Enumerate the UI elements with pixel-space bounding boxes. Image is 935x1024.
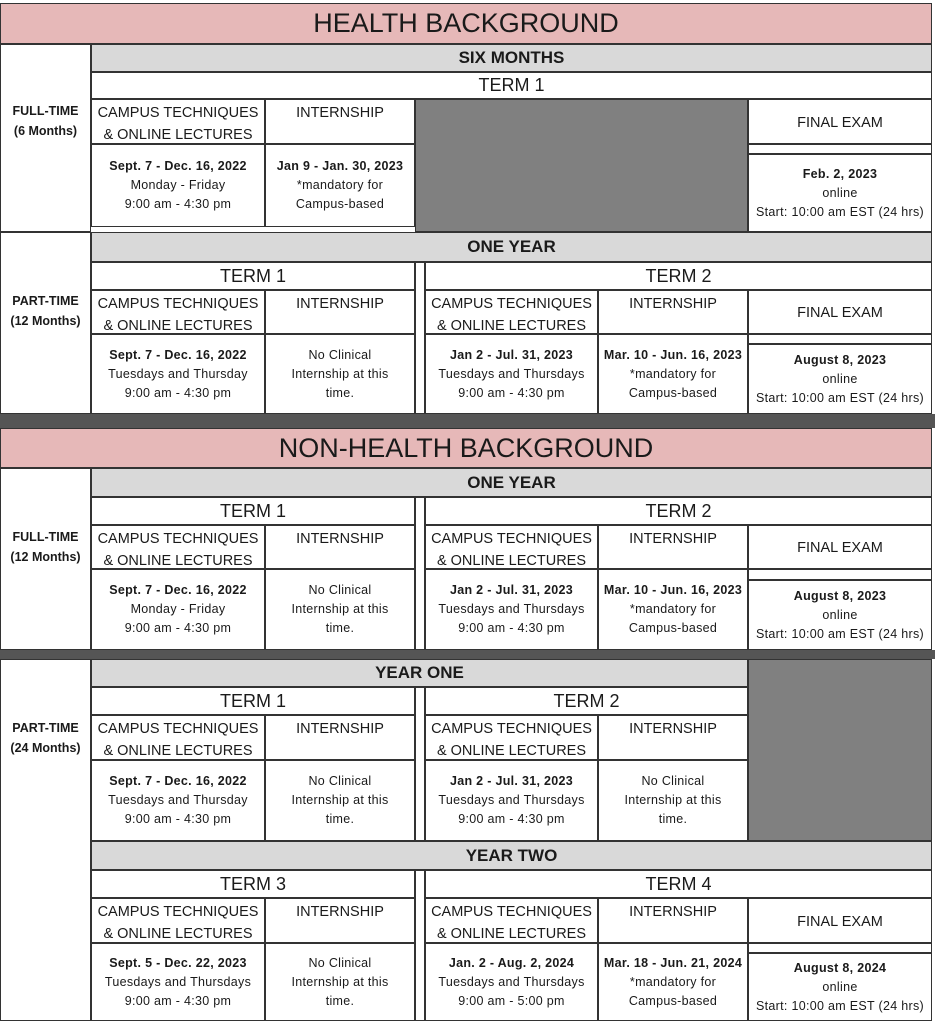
non-health-background-title: NON-HEALTH BACKGROUND (0, 428, 932, 468)
campus-header: CAMPUS TECHNIQUES & ONLINE LECTURES (91, 715, 265, 760)
term-header: TERM 1 (91, 687, 415, 715)
term-header: TERM 1 (91, 262, 415, 290)
exam-start: Start: 10:00 am EST (24 hrs) (756, 204, 924, 219)
dates: Mar. 10 - Jun. 16, 2023 (603, 347, 743, 362)
year-one-header: YEAR ONE (91, 659, 748, 687)
internship-header: INTERNSHIP (265, 898, 415, 943)
duration-header: ONE YEAR (91, 232, 932, 262)
program-length: (12 Months) (10, 314, 81, 328)
term-divider (415, 870, 425, 1021)
note: *mandatory for (629, 974, 717, 989)
days: Tuesdays and Thursdays (438, 602, 585, 616)
days: Tuesdays and Thursdays (438, 974, 585, 989)
term-header: TERM 2 (425, 262, 932, 290)
exam-start: Start: 10:00 am EST (24 hrs) (756, 998, 924, 1013)
note: time. (325, 621, 355, 635)
days: Tuesdays and Thursday (108, 793, 248, 807)
year-two-header: YEAR TWO (91, 841, 932, 870)
program-type: FULL-TIME (12, 104, 79, 118)
note: Campus-based (295, 197, 385, 211)
internship-schedule (265, 569, 415, 650)
health-part-time-label (0, 232, 91, 414)
dates: Mar. 10 - Jun. 16, 2023 (603, 583, 743, 597)
campus-schedule (425, 569, 598, 650)
note: Internship at this (291, 974, 389, 989)
program-length: (24 Months) (10, 741, 81, 755)
dates: Jan 2 - Jul. 31, 2023 (449, 347, 574, 362)
time: 9:00 am - 4:30 pm (124, 993, 232, 1008)
internship-header: INTERNSHIP (265, 525, 415, 569)
dates: Jan 9 - Jan. 30, 2023 (276, 159, 404, 173)
term-divider (415, 687, 425, 841)
term-header: TERM 1 (91, 497, 415, 525)
dates: Sept. 7 - Dec. 16, 2022 (109, 347, 247, 362)
final-exam-header: FINAL EXAM (748, 290, 932, 334)
campus-schedule (91, 334, 265, 414)
program-type: PART-TIME (12, 294, 79, 308)
program-type: FULL-TIME (12, 530, 79, 544)
note: time. (325, 812, 355, 826)
exam-date: August 8, 2024 (793, 960, 887, 975)
time: 9:00 am - 4:30 pm (124, 385, 232, 400)
note: No Clinical (308, 774, 372, 788)
note: Internship at this (291, 602, 389, 616)
campus-schedule (425, 760, 598, 841)
time: 9:00 am - 4:30 pm (124, 812, 232, 826)
spacer (748, 334, 932, 344)
time: 9:00 am - 4:30 pm (458, 812, 565, 826)
campus-header: CAMPUS TECHNIQUES & ONLINE LECTURES (425, 715, 598, 760)
term-header: TERM 4 (425, 870, 932, 898)
empty-grey-cell (415, 99, 748, 232)
non-health-full-time-label (0, 468, 91, 650)
exam-date: Feb. 2, 2023 (802, 166, 878, 181)
campus-header: CAMPUS TECHNIQUES & ONLINE LECTURES (91, 898, 265, 943)
duration-header: SIX MONTHS (91, 44, 932, 72)
dates: Jan 2 - Jul. 31, 2023 (449, 774, 574, 788)
note: Internship at this (624, 793, 722, 807)
dates: Sept. 7 - Dec. 16, 2022 (109, 159, 247, 173)
internship-header: INTERNSHIP (265, 99, 415, 144)
campus-header: CAMPUS TECHNIQUES & ONLINE LECTURES (425, 290, 598, 334)
days: Tuesdays and Thursdays (438, 366, 585, 381)
internship-header: INTERNSHIP (598, 715, 748, 760)
program-length: (12 Months) (10, 550, 81, 564)
dates: Sept. 5 - Dec. 22, 2023 (109, 955, 247, 970)
note: *mandatory for (629, 366, 717, 381)
exam-mode: online (822, 371, 858, 386)
term-divider (415, 497, 425, 650)
row-divider (0, 650, 935, 659)
note: *mandatory for (629, 602, 717, 616)
program-length: (6 Months) (13, 124, 78, 138)
days: Tuesdays and Thursdays (104, 974, 252, 989)
note: Campus-based (628, 621, 718, 635)
note: time. (658, 812, 688, 826)
dates: Sept. 7 - Dec. 16, 2022 (109, 774, 247, 788)
final-exam-schedule (748, 580, 932, 650)
note: time. (325, 385, 355, 400)
campus-header: CAMPUS TECHNIQUES & ONLINE LECTURES (91, 525, 265, 569)
health-background-title: HEALTH BACKGROUND (0, 3, 932, 44)
final-exam-schedule (748, 154, 932, 232)
campus-schedule (91, 943, 265, 1021)
time: 9:00 am - 4:30 pm (458, 621, 565, 635)
section-divider (0, 414, 935, 428)
non-health-part-time-label (0, 659, 91, 1021)
exam-start: Start: 10:00 am EST (24 hrs) (756, 626, 924, 641)
term-header: TERM 3 (91, 870, 415, 898)
internship-schedule (598, 569, 748, 650)
campus-header: CAMPUS TECHNIQUES & ONLINE LECTURES (91, 99, 265, 144)
final-exam-schedule (748, 344, 932, 414)
time: 9:00 am - 4:30 pm (124, 621, 232, 635)
note: No Clinical (641, 774, 705, 788)
campus-header: CAMPUS TECHNIQUES & ONLINE LECTURES (91, 290, 265, 334)
note: No Clinical (308, 583, 372, 597)
campus-schedule (91, 144, 265, 227)
dates: Sept. 7 - Dec. 16, 2022 (109, 583, 247, 597)
note: No Clinical (308, 955, 372, 970)
internship-schedule (265, 334, 415, 414)
final-exam-header: FINAL EXAM (748, 99, 932, 144)
exam-start: Start: 10:00 am EST (24 hrs) (756, 390, 924, 405)
spacer (748, 943, 932, 953)
internship-schedule (598, 943, 748, 1021)
dates: Jan 2 - Jul. 31, 2023 (449, 583, 574, 597)
dates: Mar. 18 - Jun. 21, 2024 (603, 955, 743, 970)
campus-header: CAMPUS TECHNIQUES & ONLINE LECTURES (425, 525, 598, 569)
term-header: TERM 2 (425, 687, 748, 715)
note: Campus-based (628, 385, 718, 400)
campus-schedule (91, 760, 265, 841)
final-exam-header: FINAL EXAM (748, 525, 932, 569)
days: Tuesdays and Thursday (108, 366, 248, 381)
note: Internship at this (291, 793, 389, 807)
campus-schedule (91, 569, 265, 650)
term-header: TERM 2 (425, 497, 932, 525)
internship-schedule (598, 760, 748, 841)
days: Monday - Friday (130, 602, 226, 616)
time: 9:00 am - 4:30 pm (458, 385, 565, 400)
spacer (748, 144, 932, 154)
term-divider (415, 262, 425, 414)
campus-header: CAMPUS TECHNIQUES & ONLINE LECTURES (425, 898, 598, 943)
internship-schedule (265, 760, 415, 841)
internship-header: INTERNSHIP (265, 290, 415, 334)
internship-header: INTERNSHIP (265, 715, 415, 760)
exam-mode: online (822, 979, 858, 994)
campus-schedule (425, 334, 598, 414)
internship-schedule (598, 334, 748, 414)
days: Tuesdays and Thursdays (438, 793, 585, 807)
note: Campus-based (628, 993, 718, 1008)
exam-date: August 8, 2023 (793, 352, 887, 367)
term-header: TERM 1 (91, 72, 932, 99)
health-full-time-label (0, 44, 91, 232)
note: No Clinical (308, 347, 372, 362)
final-exam-schedule (748, 953, 932, 1021)
internship-header: INTERNSHIP (598, 525, 748, 569)
internship-header: INTERNSHIP (598, 898, 748, 943)
exam-date: August 8, 2023 (793, 588, 887, 603)
final-exam-header: FINAL EXAM (748, 898, 932, 943)
internship-schedule (265, 144, 415, 227)
internship-header: INTERNSHIP (598, 290, 748, 334)
exam-mode: online (822, 607, 858, 622)
note: *mandatory for (296, 178, 384, 192)
time: 9:00 am - 4:30 pm (124, 197, 232, 211)
exam-mode: online (822, 185, 858, 200)
spacer (748, 569, 932, 580)
campus-schedule (425, 943, 598, 1021)
duration-header: ONE YEAR (91, 468, 932, 497)
internship-schedule (265, 943, 415, 1021)
days: Monday - Friday (130, 178, 226, 192)
dates: Jan. 2 - Aug. 2, 2024 (448, 955, 575, 970)
note: Internship at this (291, 366, 389, 381)
time: 9:00 am - 5:00 pm (458, 993, 565, 1008)
empty-grey-cell (748, 659, 932, 841)
program-type: PART-TIME (12, 721, 79, 735)
note: time. (325, 993, 355, 1008)
